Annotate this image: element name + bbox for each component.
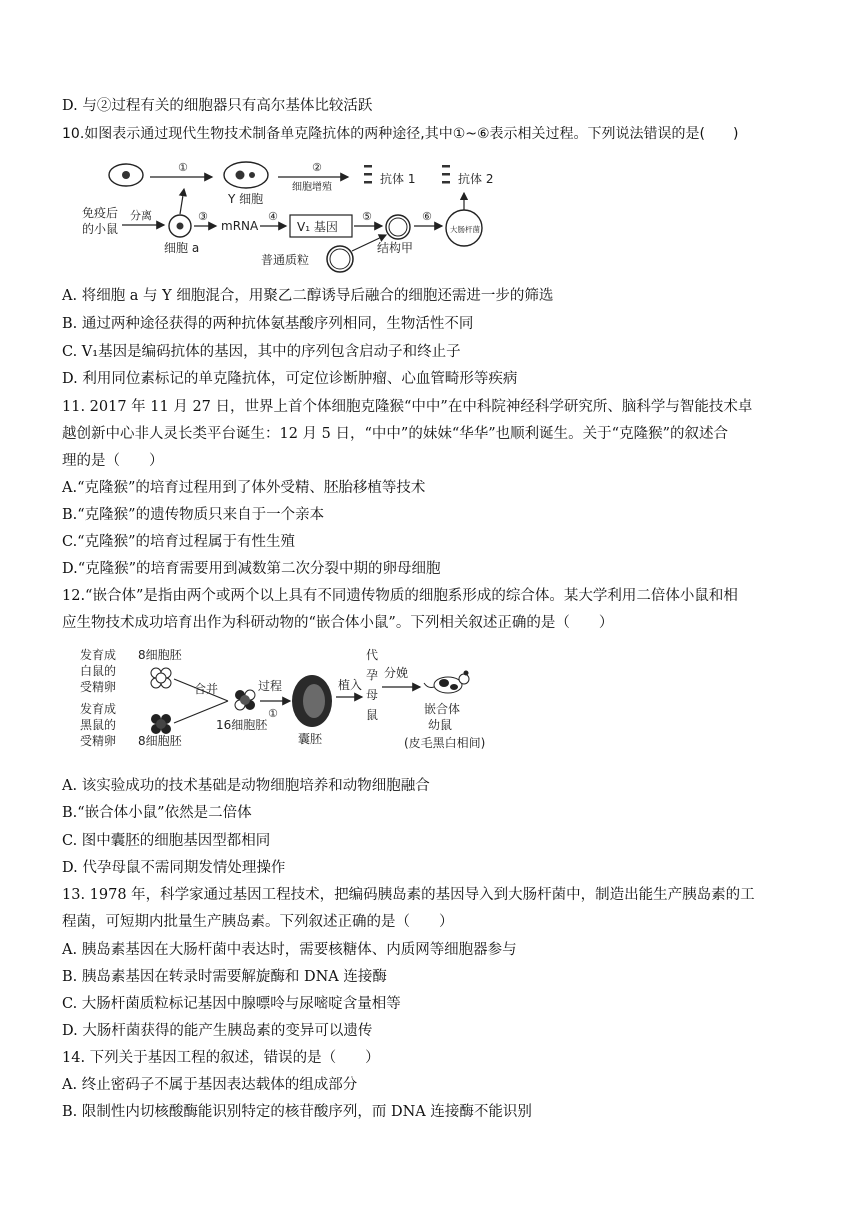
q10-structure-a-label: 结构甲: [377, 241, 414, 255]
q12-embryo16: 16细胞胚: [216, 718, 268, 732]
q10-option-a: A. 将细胞 a 与 Y 细胞混合，用聚乙二醇诱导后融合的细胞还需进一步的筛选: [62, 288, 554, 304]
q10-step6: ⑥: [422, 210, 432, 223]
q10-mrna: mRNA: [221, 219, 259, 233]
q12-delivery: 分娩: [384, 666, 409, 680]
q12-option-b: B.“嵌合体小鼠”依然是二倍体: [62, 805, 252, 821]
q11-option-a: A.“克隆猴”的培育过程用到了体外受精、胚胎移植等技术: [62, 480, 426, 496]
q12-white-l2: 白鼠的: [80, 664, 117, 678]
q12-chimera-mouse-shape: [424, 671, 469, 694]
q11-stem-line2: 越创新中心非人灵长类平台诞生：12 月 5 日，“中中”的妹妹“华华”也顺利诞生。关于“克隆猴”的叙述合: [62, 426, 728, 442]
q13-option-d: D. 大肠杆菌获得的能产生胰岛素的变异可以遗传: [62, 1023, 373, 1039]
q12-surrogate-3: 母: [366, 688, 379, 702]
q10-step1: ①: [178, 161, 188, 174]
q13-option-b: B. 胰岛素基因在转录时需要解旋酶和 DNA 连接酶: [62, 969, 387, 985]
q10-step3: ③: [198, 210, 208, 223]
q12-merge: 合并: [194, 682, 219, 696]
q10-step4: ④: [268, 210, 278, 223]
q10-option-c: C. V₁基因是编码抗体的基因，其中的序列包含启动子和终止子: [62, 344, 461, 360]
q10-step2: ②: [312, 161, 322, 174]
q10-antibody1: 抗体 1: [380, 172, 416, 186]
q10-plasmid-label: 普通质粒: [261, 253, 310, 267]
q13-option-c: C. 大肠杆菌质粒标记基因中腺嘌呤与尿嘧啶含量相等: [62, 996, 401, 1012]
q11-stem-line3: 理的是（ ）: [62, 453, 164, 469]
q12-chimera-l3: (皮毛黑白相间): [404, 736, 486, 750]
q10-isolate: 分离: [130, 209, 152, 222]
q12-embryo8-top: 8细胞胚: [138, 648, 182, 662]
q12-blastocyst: 囊胚: [298, 732, 323, 746]
q12-chimera-l2: 幼鼠: [428, 718, 453, 732]
q12-option-c: C. 图中囊胚的细胞基因型都相同: [62, 833, 271, 849]
q12-stem-line2: 应生物技术成功培育出作为科研动物的“嵌合体小鼠”。下列相关叙述正确的是（ ）: [62, 615, 614, 631]
q10-antibody2: 抗体 2: [458, 172, 494, 186]
q13-stem-line1: 13. 1978 年，科学家通过基因工程技术，把编码胰岛素的基因导入到大肠杆菌中，制造出能生产胰岛素的工: [62, 887, 755, 903]
q11-option-d: D.“克隆猴”的培育需要用到减数第二次分裂中期的卵母细胞: [62, 561, 441, 577]
q10-figure: [80, 153, 520, 275]
q12-black-l1: 发育成: [80, 702, 117, 716]
q11-option-c: C.“克隆猴”的培育过程属于有性生殖: [62, 534, 296, 550]
q12-implant: 植入: [338, 678, 363, 692]
q10-ecoli-label: 大肠杆菌: [450, 225, 480, 234]
q12-embryo8-white-shape: [151, 668, 171, 688]
q10-y-cell-shape: [224, 162, 268, 188]
q10-immunized-mouse-l2: 的小鼠: [82, 222, 119, 236]
q10-structure-a-shape: [386, 215, 410, 239]
q12-white-l3: 受精卵: [80, 680, 117, 694]
q11-stem-line1: 11. 2017 年 11 月 27 日，世界上首个体细胞克隆猴“中中”在中科院神经科学研究所、脑科学与智能技术卓: [62, 399, 753, 415]
q13-stem-line2: 程菌，可短期内批量生产胰岛素。下列叙述正确的是（ ）: [62, 914, 454, 930]
q9-option-d: D. 与②过程有关的细胞器只有高尔基体比较活跃: [62, 98, 373, 114]
q10-plasmid-shape: [327, 246, 353, 272]
q10-cell-a-label: 细胞 a: [164, 241, 200, 255]
q12-option-d: D. 代孕母鼠不需同期发情处理操作: [62, 860, 286, 876]
q12-stem-line1: 12.“嵌合体”是指由两个或两个以上具有不同遗传物质的细胞系形成的综合体。某大学利用二倍体小鼠和相: [62, 588, 738, 604]
q10-option-d: D. 利用同位素标记的单克隆抗体，可定位诊断肿瘤、心血管畸形等疾病: [62, 371, 518, 387]
q14-option-b: B. 限制性内切核酸酶能识别特定的核苷酸序列，而 DNA 连接酶不能识别: [62, 1104, 532, 1120]
q12-surrogate-2: 孕: [366, 668, 379, 682]
q14-option-a: A. 终止密码子不属于基因表达载体的组成部分: [62, 1077, 358, 1093]
q14-stem: 14. 下列关于基因工程的叙述，错误的是（ ）: [62, 1050, 380, 1066]
q12-surrogate-4: 鼠: [366, 708, 379, 722]
q12-figure: [78, 643, 508, 758]
q12-chimera-l1: 嵌合体: [424, 702, 461, 716]
q10-v1-gene: V₁ 基因: [297, 220, 338, 234]
q10-step5: ⑤: [362, 210, 372, 223]
q10-y-cell-label: Y 细胞: [228, 192, 264, 206]
q12-embryo16-shape: [235, 690, 255, 710]
q12-black-l3: 受精卵: [80, 734, 117, 748]
q13-option-a: A. 胰岛素基因在大肠杆菌中表达时，需要核糖体、内质网等细胞器参与: [62, 942, 517, 958]
q12-black-l2: 黑鼠的: [80, 718, 117, 732]
q12-embryo8-black-shape: [151, 714, 171, 734]
q10-cell-proliferation: 细胞增殖: [292, 182, 332, 193]
q10-option-b: B. 通过两种途径获得的两种抗体氨基酸序列相同，生物活性不同: [62, 316, 474, 332]
q11-option-b: B.“克隆猴”的遗传物质只来自于一个亲本: [62, 507, 325, 523]
q12-process: 过程: [258, 679, 283, 693]
q10-stem: 10.如图表示通过现代生物技术制备单克隆抗体的两种途径,其中①~⑥表示相关过程。下列说法错误的是( ): [62, 126, 739, 142]
q12-white-l1: 发育成: [80, 648, 117, 662]
q12-option-a: A. 该实验成功的技术基础是动物细胞培养和动物细胞融合: [62, 778, 430, 794]
q10-immunized-mouse-l1: 免疫后: [82, 206, 119, 220]
q12-surrogate-1: 代: [366, 648, 379, 662]
q12-embryo8-bottom: 8细胞胚: [138, 734, 182, 748]
q12-process-num: ①: [268, 707, 278, 720]
